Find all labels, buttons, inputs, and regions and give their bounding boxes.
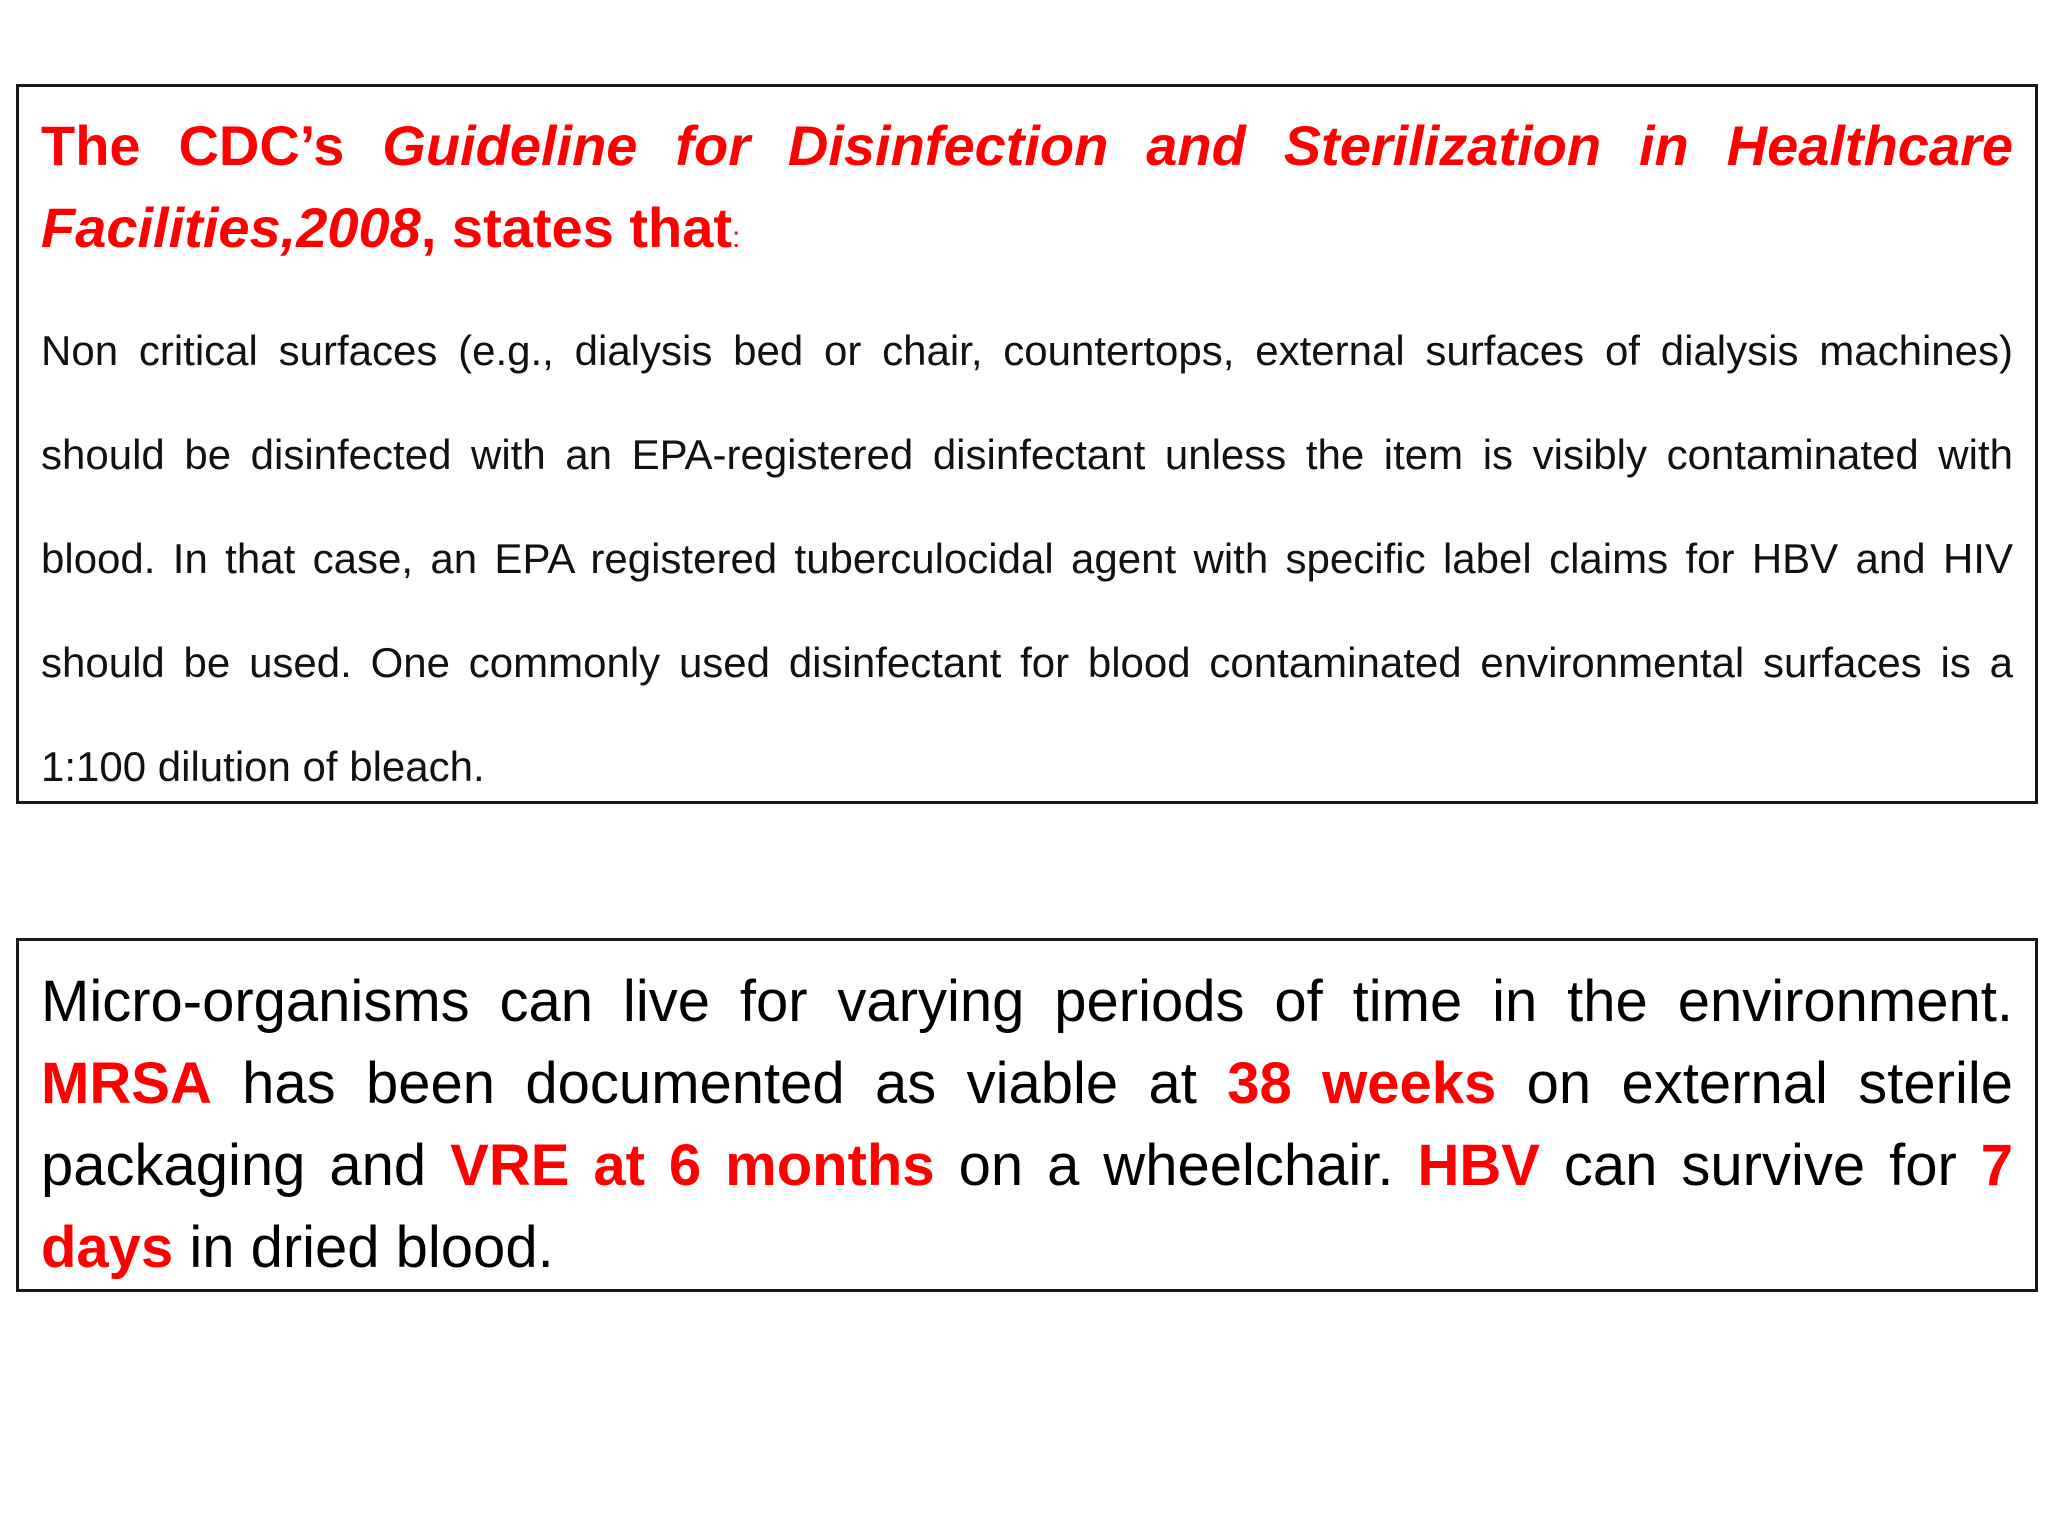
- survival-box: [16, 938, 2038, 1292]
- weeks-highlight: 38 weeks: [1227, 1051, 1497, 1116]
- survival-part-3: on external sterile packaging and: [41, 1051, 2013, 1198]
- survival-part-4: on a wheelchair.: [934, 1133, 1418, 1198]
- heading-colon: :: [732, 221, 741, 254]
- heading-prefix: The CDC’s: [41, 114, 383, 177]
- guideline-title: Guideline for Disinfection and Sterilization in Healthcare Facilities,2008: [41, 114, 2013, 259]
- heading-suffix: , states that: [420, 196, 733, 259]
- vre-highlight: VRE at 6 months: [450, 1133, 935, 1198]
- guideline-box: [16, 84, 2038, 804]
- guideline-body: Non critical surfaces (e.g., dialysis bed or chair, countertops, external surfaces of dialysis machines) should be disinfected with an EPA-registered disinfectant unless the item is visibly contaminated with blood. In that case, an EPA registered tuberculocidal agent with specific label claims for HBV and HIV should be used. One commonly used disinfectant for blood contaminated environmental surfaces is a 1:100 dilution of bleach.: [41, 327, 2013, 790]
- survival-text: [41, 961, 2013, 1289]
- mrsa-highlight: MRSA: [41, 1051, 212, 1116]
- survival-part-2: has been documented as viable at: [211, 1051, 1228, 1116]
- guideline-heading: [41, 105, 2013, 279]
- survival-part-1: Micro-organisms can live for varying periods of time in the environment.: [41, 969, 2013, 1034]
- survival-part-5: can survive for: [1539, 1133, 1981, 1198]
- hbv-highlight: HBV: [1417, 1133, 1540, 1198]
- days-highlight: 7 days: [41, 1133, 2014, 1280]
- survival-part-6: in dried blood.: [173, 1215, 554, 1280]
